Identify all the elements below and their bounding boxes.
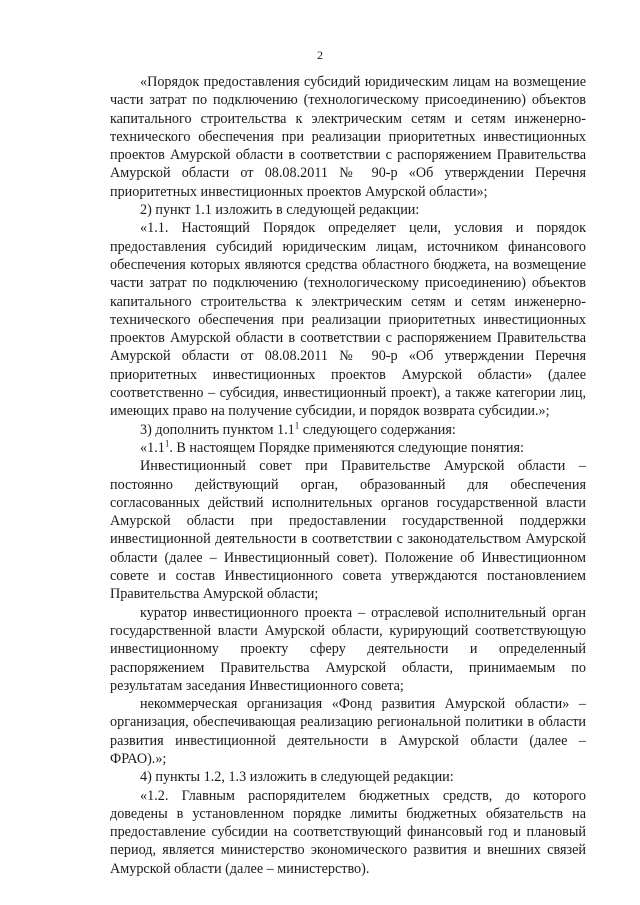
- paragraph-item-3: [110, 421, 586, 439]
- clause-1-1-1-text-a: «1.1: [140, 439, 165, 456]
- paragraph-clause-1-2: «1.2. Главным распорядителем бюджетных средств, до которого доведены в установленном порядке лимиты бюджетных обязательств на предоставление субсидии на соответствующий финансовый год и плановый период, является министерство экономического развития и внешних связей Амурской области (далее – министерство).: [110, 787, 586, 877]
- paragraph-clause-1-1: «1.1. Настоящий Порядок определяет цели, условия и порядок предоставления субсидий юридическим лицам, источником финансового обеспечения которых являются средства областного бюджета, на возмещение части затрат по подключению (технологическому присоединению) объектов капитального строительства к электрическим сетям и сетям инженерно-технического обеспечения при реализации приоритетных инвестиционных проектов Амурской области в соответствии с распоряжением Правительства Амурской области от 08.08.2011 № 90-р «Об утверждении Перечня приоритетных инвестиционных проектов Амурской области» (далее соответственно – субсидия, инвестиционный проект), а также категории лиц, имеющих право на получение субсидии, и порядок возврата субсидии.»;: [110, 220, 586, 420]
- item-3-text-b: следующего содержания:: [299, 421, 456, 438]
- paragraph-development-fund: некоммерческая организация «Фонд развития Амурской области» – организация, обеспечивающая реализацию региональной политики в области развития инвестиционной деятельности в Амурской области (далее – ФРАО).»;: [110, 696, 586, 767]
- item-3-text-a: 3) дополнить пунктом 1.1: [140, 421, 295, 438]
- paragraph-investment-council: Инвестиционный совет при Правительстве Амурской области – постоянно действующий орган, образованный для обеспечения согласованных действий исполнительных органов государственной власти Амурской области при предоставлении государственной поддержки инвестиционной деятельности в соответствии с законодательством Амурской области (далее – Инвестиционный совет). Положение об Инвестиционном совете и состав Инвестиционного совета утверждаются постановлением Правительства Амурской области;: [110, 458, 586, 603]
- document-body: [110, 73, 586, 878]
- clause-1-1-1-text-b: . В настоящем Порядке применяются следующие понятия:: [169, 439, 524, 456]
- paragraph-clause-1-1-1: [110, 439, 586, 457]
- paragraph-item-2: 2) пункт 1.1 изложить в следующей редакции:: [140, 202, 420, 219]
- paragraph-procedure-title: «Порядок предоставления субсидий юридическим лицам на возмещение части затрат по подключению (технологическому присоединению) объектов капитального строительства к электрическим сетям и сетям инженерно-технического обеспечения при реализации приоритетных инвестиционных проектов Амурской области в соответствии с распоряжением Правительства Амурской области от 08.08.2011 № 90-р «Об утверждении Перечня приоритетных инвестиционных проектов Амурской области»;: [110, 74, 586, 200]
- clause-1-1-1-superscript: 1: [164, 438, 170, 449]
- item-3-superscript: 1: [294, 419, 300, 430]
- paragraph-item-4: 4) пункты 1.2, 1.3 изложить в следующей редакции:: [140, 769, 454, 786]
- page-number: 2: [317, 48, 323, 62]
- paragraph-project-curator: куратор инвестиционного проекта – отраслевой исполнительный орган государственной власти Амурской области, курирующий соответствующую инвестиционному проекту сферу деятельности и определенный распоряжением Правительства Амурской области, принимаемым по результатам заседания Инвестиционного совета;: [110, 604, 586, 694]
